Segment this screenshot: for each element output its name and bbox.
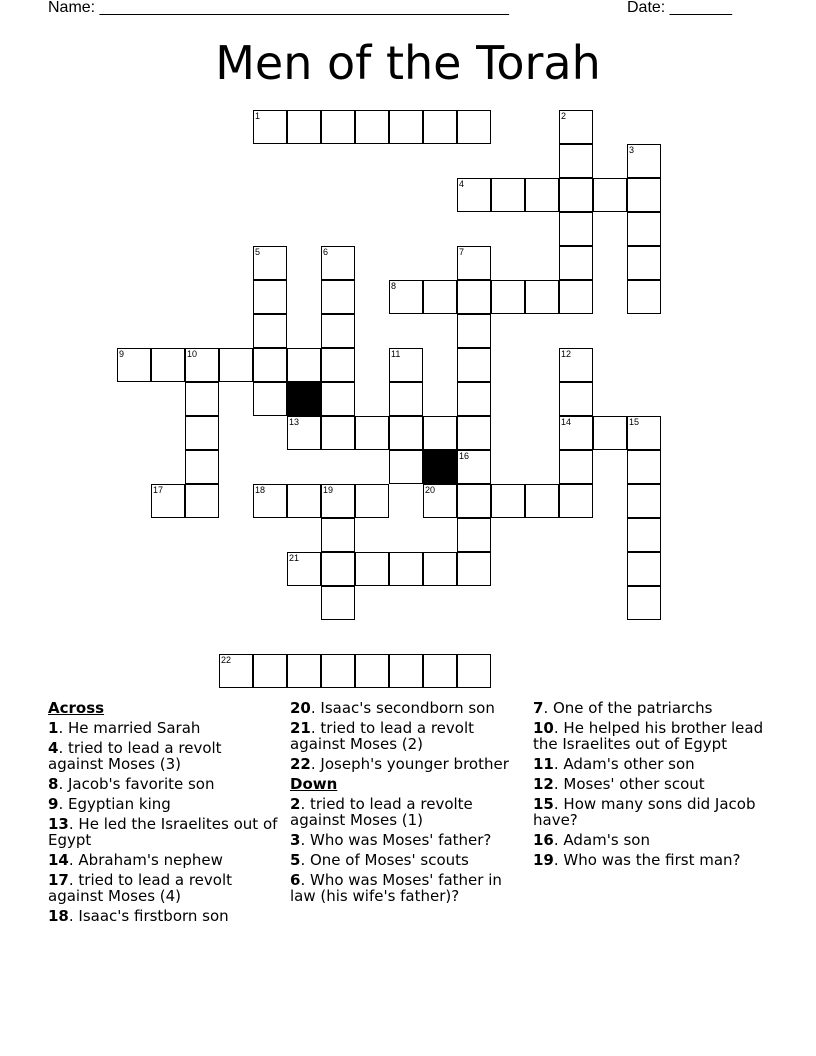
clue-item-text: Moses' other scout bbox=[563, 775, 705, 793]
grid-cell-4[interactable] bbox=[457, 178, 491, 212]
clue-item-text: tried to lead a revolt against Moses (2) bbox=[290, 719, 474, 753]
grid-cell[interactable] bbox=[355, 110, 389, 144]
grid-cell-2[interactable] bbox=[559, 110, 593, 144]
grid-cell[interactable] bbox=[287, 348, 321, 382]
clue-item-number: 10 bbox=[533, 719, 554, 737]
grid-cell[interactable] bbox=[321, 654, 355, 688]
grid-cell-20[interactable] bbox=[423, 484, 457, 518]
clue-item: 9. Egyptian king bbox=[48, 795, 171, 813]
grid-cell[interactable] bbox=[423, 416, 457, 450]
clue-number: 7 bbox=[459, 247, 465, 257]
grid-cell[interactable] bbox=[627, 178, 661, 212]
clue-item-number: 3 bbox=[290, 831, 301, 849]
date-line: Date: _______ bbox=[627, 0, 732, 16]
grid-cell[interactable] bbox=[457, 416, 491, 450]
clue-item: 6. Who was Moses' father in law (his wife's father)? bbox=[290, 871, 502, 905]
clue-item-text: He led the Israelites out of Egypt bbox=[48, 815, 278, 849]
grid-cell[interactable] bbox=[321, 518, 355, 552]
clue-item: 1. He married Sarah bbox=[48, 719, 201, 737]
clue-number: 15 bbox=[629, 417, 640, 427]
grid-cell[interactable] bbox=[559, 144, 593, 178]
clue-item-number: 14 bbox=[48, 851, 69, 869]
clue-number: 16 bbox=[459, 451, 470, 461]
grid-cell[interactable] bbox=[457, 382, 491, 416]
page-title: Men of the Torah bbox=[215, 36, 601, 90]
clue-item: 19. Who was the first man? bbox=[533, 851, 741, 869]
clue-item-text: One of the patriarchs bbox=[552, 699, 713, 717]
clue-item: 7. One of the patriarchs bbox=[533, 699, 713, 717]
clue-item-text: Egyptian king bbox=[67, 795, 171, 813]
grid-cell[interactable] bbox=[287, 654, 321, 688]
grid-cell[interactable] bbox=[355, 552, 389, 586]
clue-item-text: Who was Moses' father? bbox=[309, 831, 492, 849]
grid-cell[interactable] bbox=[151, 348, 185, 382]
clue-column-3 bbox=[533, 700, 765, 872]
grid-cell[interactable] bbox=[559, 212, 593, 246]
grid-cell[interactable] bbox=[389, 450, 423, 484]
clue-item: 11. Adam's other son bbox=[533, 755, 695, 773]
clue-number: 12 bbox=[561, 349, 572, 359]
clue-item-text: Isaac's firstborn son bbox=[78, 907, 229, 925]
clue-item-number: 21 bbox=[290, 719, 311, 737]
grid-cell[interactable] bbox=[321, 348, 355, 382]
clue-number: 19 bbox=[323, 485, 334, 495]
grid-cell[interactable] bbox=[627, 246, 661, 280]
clue-number: 21 bbox=[289, 553, 300, 563]
grid-cell-14[interactable] bbox=[559, 416, 593, 450]
clue-item-text: One of Moses' scouts bbox=[309, 851, 469, 869]
grid-cell-11[interactable] bbox=[389, 348, 423, 382]
clue-heading-down: Down bbox=[290, 775, 338, 793]
grid-cell[interactable] bbox=[627, 484, 661, 518]
clue-item-number: 4 bbox=[48, 739, 59, 757]
clue-item: 17. tried to lead a revolt against Moses (4) bbox=[48, 871, 232, 905]
grid-cell-10[interactable] bbox=[185, 348, 219, 382]
grid-cell-16[interactable] bbox=[457, 450, 491, 484]
clue-item: 4. tried to lead a revolt against Moses (3) bbox=[48, 739, 222, 773]
clue-number: 8 bbox=[391, 281, 397, 291]
clue-item: 15. How many sons did Jacob have? bbox=[533, 795, 756, 829]
grid-cell[interactable] bbox=[491, 484, 525, 518]
clue-item-text: He married Sarah bbox=[67, 719, 201, 737]
clue-number: 20 bbox=[425, 485, 436, 495]
grid-cell-9[interactable] bbox=[117, 348, 151, 382]
clue-item: 21. tried to lead a revolt against Moses (2) bbox=[290, 719, 474, 753]
grid-cell[interactable] bbox=[491, 178, 525, 212]
clue-item-text: tried to lead a revolt against Moses (3) bbox=[48, 739, 222, 773]
grid-cell[interactable] bbox=[559, 484, 593, 518]
grid-cell[interactable] bbox=[321, 586, 355, 620]
clue-item-number: 2 bbox=[290, 795, 301, 813]
grid-cell[interactable] bbox=[457, 280, 491, 314]
clue-item: 20. Isaac's secondborn son bbox=[290, 699, 495, 717]
clue-number: 5 bbox=[255, 247, 261, 257]
clue-item-number: 17 bbox=[48, 871, 69, 889]
clue-item-number: 12 bbox=[533, 775, 554, 793]
clue-item-text: He helped his brother lead the Israelites out of Egypt bbox=[533, 719, 764, 753]
grid-cell[interactable] bbox=[559, 246, 593, 280]
clue-number: 17 bbox=[153, 485, 164, 495]
clue-item-number: 9 bbox=[48, 795, 59, 813]
grid-cell-21[interactable] bbox=[287, 552, 321, 586]
grid-cell[interactable] bbox=[423, 280, 457, 314]
clue-item-text: tried to lead a revolte against Moses (1) bbox=[290, 795, 473, 829]
grid-cell[interactable] bbox=[457, 110, 491, 144]
grid-cell-7[interactable] bbox=[457, 246, 491, 280]
grid-cell[interactable] bbox=[321, 382, 355, 416]
clue-number: 14 bbox=[561, 417, 572, 427]
grid-cell[interactable] bbox=[253, 382, 287, 416]
grid-cell[interactable] bbox=[321, 110, 355, 144]
grid-cell[interactable] bbox=[593, 178, 627, 212]
clue-item-text: Joseph's younger brother bbox=[320, 755, 509, 773]
grid-cell-6[interactable] bbox=[321, 246, 355, 280]
clue-column-1 bbox=[48, 700, 280, 928]
clue-item: 10. He helped his brother lead the Israelites out of Egypt bbox=[533, 719, 764, 753]
clue-number: 10 bbox=[187, 349, 198, 359]
grid-cell[interactable] bbox=[253, 654, 287, 688]
clue-item: 12. Moses' other scout bbox=[533, 775, 705, 793]
clue-number: 4 bbox=[459, 179, 465, 189]
clue-item: 14. Abraham's nephew bbox=[48, 851, 223, 869]
grid-cell[interactable] bbox=[627, 552, 661, 586]
grid-cell[interactable] bbox=[321, 314, 355, 348]
clue-number: 6 bbox=[323, 247, 329, 257]
clue-item: 8. Jacob's favorite son bbox=[48, 775, 215, 793]
grid-cell[interactable] bbox=[185, 484, 219, 518]
grid-cell[interactable] bbox=[559, 450, 593, 484]
grid-cell[interactable] bbox=[525, 280, 559, 314]
name-line: Name: ______________________________________________ bbox=[48, 0, 509, 16]
clue-item-number: 11 bbox=[533, 755, 554, 773]
clue-item-number: 15 bbox=[533, 795, 554, 813]
clue-item: 22. Joseph's younger brother bbox=[290, 755, 509, 773]
clue-item-text: How many sons did Jacob have? bbox=[533, 795, 756, 829]
clue-item: 18. Isaac's firstborn son bbox=[48, 907, 229, 925]
clue-item-number: 1 bbox=[48, 719, 59, 737]
grid-cell[interactable] bbox=[559, 280, 593, 314]
grid-cell[interactable] bbox=[423, 110, 457, 144]
grid-cell[interactable] bbox=[389, 416, 423, 450]
clue-number: 1 bbox=[255, 111, 261, 121]
clue-item-text: Adam's other son bbox=[563, 755, 695, 773]
grid-cell[interactable] bbox=[457, 552, 491, 586]
clue-heading-across: Across bbox=[48, 699, 105, 717]
grid-cell[interactable] bbox=[355, 484, 389, 518]
clue-item-text: Isaac's secondborn son bbox=[320, 699, 495, 717]
grid-cell-22[interactable] bbox=[219, 654, 253, 688]
grid-cell[interactable] bbox=[287, 484, 321, 518]
grid-cell[interactable] bbox=[253, 280, 287, 314]
clue-item: 16. Adam's son bbox=[533, 831, 650, 849]
clue-item-text: Jacob's favorite son bbox=[67, 775, 215, 793]
grid-cell[interactable] bbox=[389, 382, 423, 416]
grid-cell-5[interactable] bbox=[253, 246, 287, 280]
grid-cell[interactable] bbox=[321, 280, 355, 314]
grid-cell[interactable] bbox=[185, 382, 219, 416]
grid-cell[interactable] bbox=[457, 348, 491, 382]
clue-item-number: 20 bbox=[290, 699, 311, 717]
clue-item-number: 7 bbox=[533, 699, 544, 717]
grid-cell-19[interactable] bbox=[321, 484, 355, 518]
grid-cell-1[interactable] bbox=[253, 110, 287, 144]
clue-item-number: 22 bbox=[290, 755, 311, 773]
grid-cell[interactable] bbox=[389, 654, 423, 688]
grid-cell[interactable] bbox=[185, 416, 219, 450]
grid-cell[interactable] bbox=[627, 212, 661, 246]
grid-cell[interactable] bbox=[423, 654, 457, 688]
clue-number: 18 bbox=[255, 485, 266, 495]
grid-cell[interactable] bbox=[457, 654, 491, 688]
clue-number: 2 bbox=[561, 111, 567, 121]
grid-cell[interactable] bbox=[491, 280, 525, 314]
clue-item-number: 13 bbox=[48, 815, 69, 833]
clue-item-text: Who was Moses' father in law (his wife's father)? bbox=[290, 871, 502, 905]
grid-cell[interactable] bbox=[627, 586, 661, 620]
grid-cell[interactable] bbox=[355, 416, 389, 450]
clue-number: 9 bbox=[119, 349, 125, 359]
clue-item-number: 18 bbox=[48, 907, 69, 925]
clue-item-number: 8 bbox=[48, 775, 59, 793]
grid-cell-3[interactable] bbox=[627, 144, 661, 178]
grid-cell[interactable] bbox=[355, 654, 389, 688]
grid-cell[interactable] bbox=[321, 552, 355, 586]
grid-cell[interactable] bbox=[389, 110, 423, 144]
grid-cell[interactable] bbox=[457, 484, 491, 518]
grid-cell[interactable] bbox=[457, 314, 491, 348]
clue-item: 5. One of Moses' scouts bbox=[290, 851, 469, 869]
grid-cell-13[interactable] bbox=[287, 416, 321, 450]
clue-number: 13 bbox=[289, 417, 300, 427]
black-square bbox=[423, 450, 457, 484]
clue-number: 11 bbox=[391, 349, 401, 359]
grid-cell[interactable] bbox=[287, 110, 321, 144]
clue-item-text: tried to lead a revolt against Moses (4) bbox=[48, 871, 232, 905]
clue-number: 22 bbox=[221, 655, 232, 665]
grid-cell-17[interactable] bbox=[151, 484, 185, 518]
grid-cell[interactable] bbox=[525, 178, 559, 212]
clue-item-number: 16 bbox=[533, 831, 554, 849]
clue-item: 13. He led the Israelites out of Egypt bbox=[48, 815, 278, 849]
clue-number: 3 bbox=[629, 145, 635, 155]
grid-cell-8[interactable] bbox=[389, 280, 423, 314]
clue-item-text: Who was the first man? bbox=[563, 851, 741, 869]
grid-cell[interactable] bbox=[559, 178, 593, 212]
grid-cell[interactable] bbox=[627, 280, 661, 314]
clue-item-number: 5 bbox=[290, 851, 301, 869]
clue-item-text: Adam's son bbox=[563, 831, 650, 849]
grid-cell[interactable] bbox=[627, 450, 661, 484]
black-square bbox=[287, 382, 321, 416]
grid-cell[interactable] bbox=[321, 416, 355, 450]
grid-cell[interactable] bbox=[219, 348, 253, 382]
clue-item: 2. tried to lead a revolte against Moses (1) bbox=[290, 795, 473, 829]
clue-column-2 bbox=[290, 700, 522, 908]
clue-item-number: 6 bbox=[290, 871, 301, 889]
grid-cell-12[interactable] bbox=[559, 348, 593, 382]
clue-item-text: Abraham's nephew bbox=[78, 851, 223, 869]
clue-item-number: 19 bbox=[533, 851, 554, 869]
grid-cell[interactable] bbox=[253, 314, 287, 348]
grid-cell[interactable] bbox=[525, 484, 559, 518]
grid-cell[interactable] bbox=[559, 382, 593, 416]
grid-cell[interactable] bbox=[627, 518, 661, 552]
grid-cell[interactable] bbox=[457, 518, 491, 552]
grid-cell[interactable] bbox=[185, 450, 219, 484]
grid-cell-18[interactable] bbox=[253, 484, 287, 518]
grid-cell[interactable] bbox=[423, 552, 457, 586]
grid-cell[interactable] bbox=[593, 416, 627, 450]
grid-cell[interactable] bbox=[389, 552, 423, 586]
grid-cell[interactable] bbox=[253, 348, 287, 382]
clue-item: 3. Who was Moses' father? bbox=[290, 831, 492, 849]
grid-cell-15[interactable] bbox=[627, 416, 661, 450]
